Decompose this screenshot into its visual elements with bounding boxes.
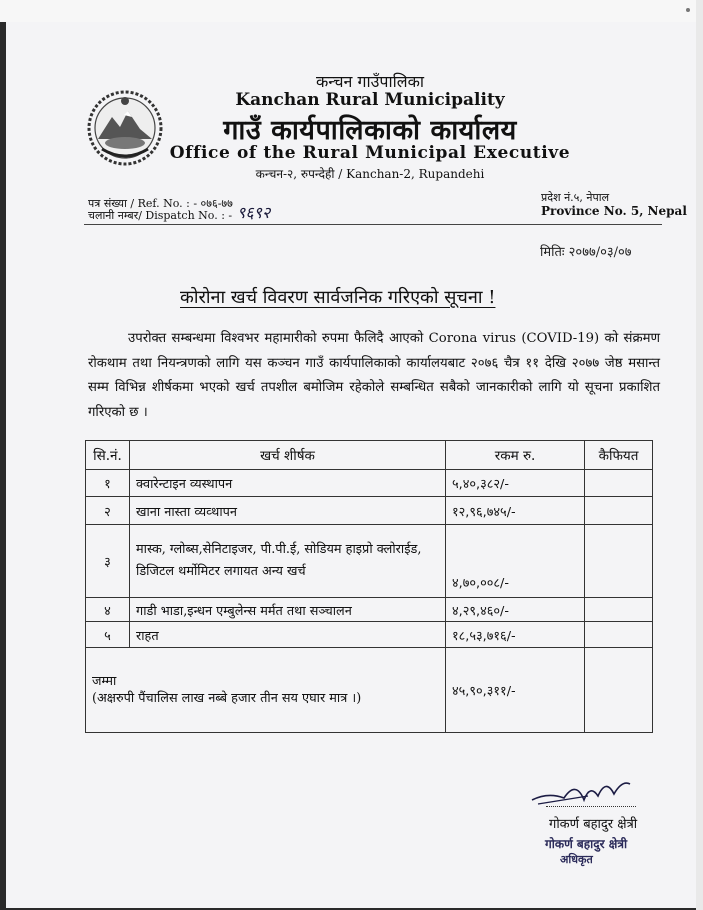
remarks-cell <box>585 622 653 648</box>
table-row <box>86 525 653 598</box>
stamp-name: गोकर्ण बहादुर क्षेत्री <box>545 837 628 851</box>
nepal-emblem-icon <box>84 87 166 169</box>
expense-title-cell: मास्क, ग्लोब्स,सेनिटाइजर, पी.पी.ई, सोडियम हाइप्रो क्लोराईड, डिजिटल थर्मोमिटर लगायत अन्य खर्च <box>130 525 446 598</box>
table-row <box>86 470 653 497</box>
amount-cell: ४,७०,००८/- <box>446 525 585 598</box>
scan-right-margin <box>696 0 703 910</box>
header-serial: सि.नं. <box>86 441 130 470</box>
serial-cell: ५ <box>86 622 130 648</box>
table-header-row <box>86 441 653 470</box>
handwritten-signature-icon <box>528 770 638 810</box>
table-row <box>86 497 653 525</box>
expense-title-cell: क्वारेन्टाइन व्यस्थापन <box>130 470 446 497</box>
province-nepali: प्रदेश नं.५, नेपाल <box>541 191 610 204</box>
table-row <box>86 622 653 648</box>
expense-title-cell: गाडी भाडा,इन्धन एम्बुलेन्स मर्मत तथा सञ्चालन <box>130 598 446 622</box>
office-address: कन्चन-२, रुपन्देही / Kanchan-2, Rupandehi <box>255 167 485 181</box>
remarks-cell <box>585 525 653 598</box>
header-amount: रकम रु. <box>446 441 585 470</box>
header-remarks: कैफियत <box>585 441 653 470</box>
dispatch-number-handwritten: ९६९२ <box>237 203 271 222</box>
ref-number: पत्र संख्या / Ref. No. : - ०७६-७७ <box>88 197 233 210</box>
serial-cell: २ <box>86 497 130 525</box>
serial-cell: ४ <box>86 598 130 622</box>
remarks-cell <box>585 598 653 622</box>
amount-cell: १२,९६,७४५/- <box>446 497 585 525</box>
office-title-nepali: गाउँ कार्यपालिकाको कार्यालय <box>223 115 517 146</box>
expense-title-cell: राहत <box>130 622 446 648</box>
header-divider <box>84 224 662 225</box>
remarks-cell <box>585 497 653 525</box>
notice-body: उपरोक्त सम्बन्धमा विश्वभर महामारीको रुपमा फैलिदै आएको Corona virus (COVID-19) को संक्रमण रोकथाम तथा नियन्त्रणको लागि यस कञ्चन गाउँ कार्यपालिकाको कार्यालयबाट २०७६ चैत्र ११ देखि २०७७ जेष्ठ मसान्त सम्म विभिन्न शीर्षकमा भएको खर्च तपशील बमोजिम रहेकोले सम्बन्धित सबैको जानकारीको लागि यो सूचना प्रकाशित गरिएको छ । <box>88 331 660 420</box>
notice-title: कोरोना खर्च विवरण सार्वजनिक गरिएको सूचना ! <box>180 287 496 308</box>
notice-date: मितिः २०७७/०३/०७ <box>540 245 632 260</box>
serial-cell: १ <box>86 470 130 497</box>
province-english: Province No. 5, Nepal <box>541 204 687 218</box>
total-row <box>86 648 653 733</box>
total-remarks-cell <box>585 648 653 733</box>
office-name-english: Kanchan Rural Municipality <box>235 90 505 110</box>
stamp-title: अधिकृत <box>560 853 593 866</box>
total-label-cell <box>86 648 446 733</box>
dispatch-number-label: चलानी नम्बर/ Dispatch No. : - <box>88 209 233 222</box>
total-amount-cell: ४५,९०,३११/- <box>446 648 585 733</box>
table-row <box>86 598 653 622</box>
expense-table <box>85 440 653 733</box>
remarks-cell <box>585 470 653 497</box>
amount-cell: ५,४०,३८२/- <box>446 470 585 497</box>
amount-cell: १८,५३,७१६/- <box>446 622 585 648</box>
header-expense-title: खर्च शीर्षक <box>130 441 446 470</box>
expense-title-cell: खाना नास्ता व्यव्थापन <box>130 497 446 525</box>
signatory-name: गोकर्ण बहादुर क्षेत्री <box>549 817 638 832</box>
serial-cell: ३ <box>86 525 130 598</box>
office-title-english: Office of the Rural Municipal Executive <box>169 143 571 163</box>
amount-cell: ४,२९,४६०/- <box>446 598 585 622</box>
office-name-nepali: कन्चन गाउँपालिका <box>315 72 425 91</box>
total-label: जम्मा <box>92 674 117 689</box>
signature-line <box>546 806 636 807</box>
total-in-words: (अक्षरुपी पैंचालिस लाख नब्बे हजार तीन सय एघार मात्र ।) <box>92 691 362 706</box>
scan-speck <box>686 8 690 12</box>
scan-top-margin <box>0 0 703 22</box>
